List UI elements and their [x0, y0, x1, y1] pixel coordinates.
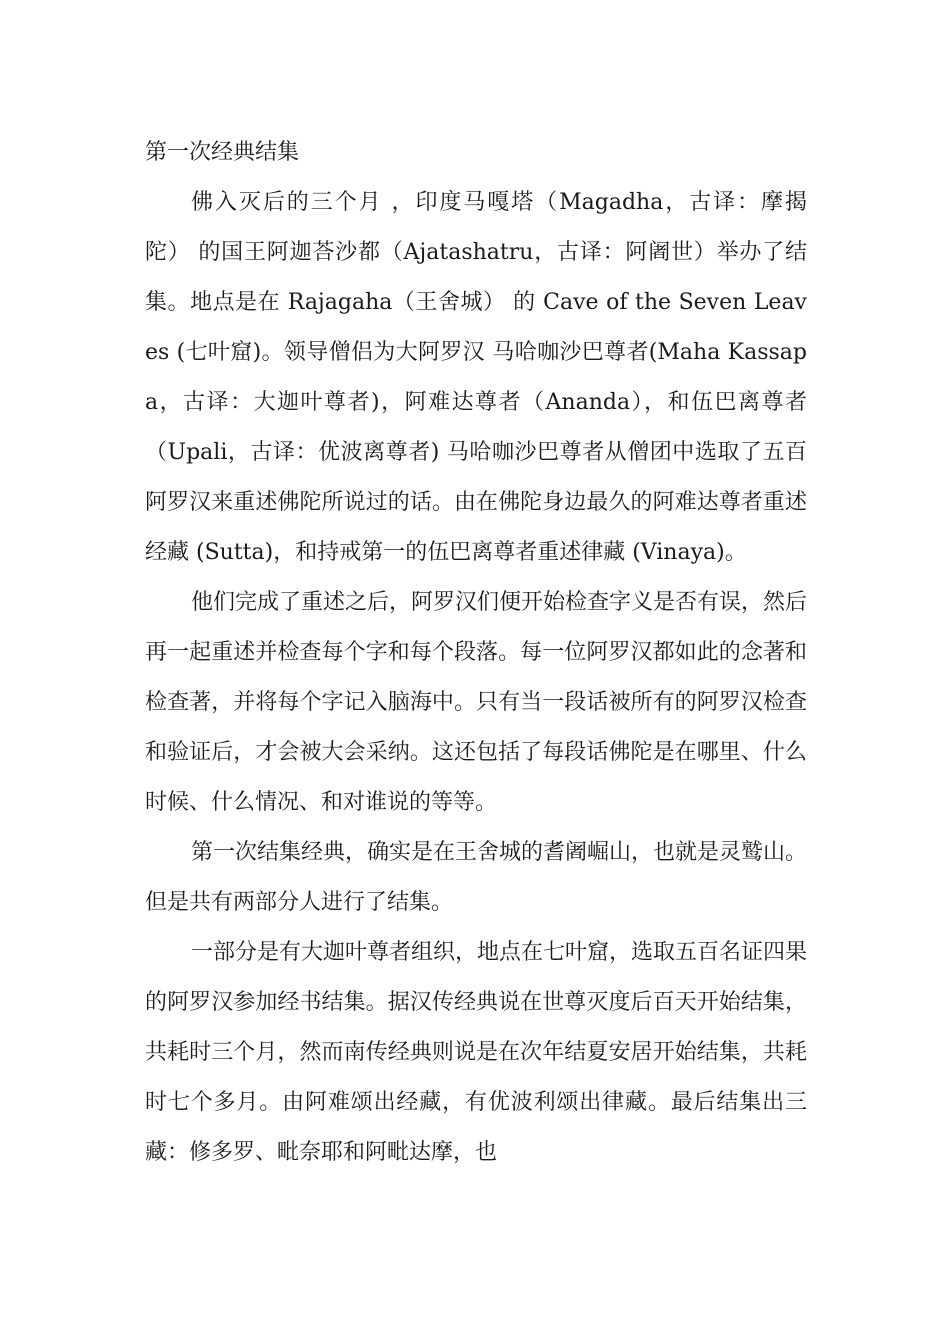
paragraph-seven-leaves-cave: 一部分是有大迦叶尊者组织，地点在七叶窟，选取五百名证四果的阿罗汉参加经书结集。据汉传经典说在世尊灭度后百天开始结集，共耗时三个月，然而南传经典则说是在次年结夏安居开始结集，共耗时七个多月。由阿难颂出经藏，有优波利颂出律藏。最后结集出三藏：修多罗、毗奈耶和阿毗达摩，也: [145, 940, 808, 1165]
paragraph-recitation-verification: 他们完成了重述之后，阿罗汉们便开始检查字义是否有误，然后再一起重述并检查每个字和每个段落。每一位阿罗汉都如此的念著和检查著，并将每个字记入脑海中。只有当一段话被所有的阿罗汉检查和验证后，才会被大会采纳。这还包括了每段话佛陀是在哪里、什么时候、什么情况、和对谁说的等等。: [145, 590, 808, 815]
paragraph-first-council-overview: 佛入灭后的三个月 ，印度马嘎塔（Magadha，古译：摩揭陀） 的国王阿迦荅沙都（Ajatashatru，古译：阿阇世）举办了结集。地点是在 Rajagaha（王舍城） 的 Cave of the Seven Leaves (七叶窟)。领导僧侣为大阿罗汉 马哈咖沙巴尊者(Maha Kassapa，古译：大迦叶尊者)，阿难达尊者（Ananda），和伍巴离尊者（Upali，古译：优波离尊者) 马哈咖沙巴尊者从僧团中选取了五百阿罗汉来重述佛陀所说过的话。由在佛陀身边最久的阿难达尊者重述经藏 (Sutta)，和持戒第一的伍巴离尊者重述律藏 (Vinaya)。: [145, 190, 807, 565]
document-body: [145, 128, 807, 1178]
paragraph-vulture-peak: 第一次结集经典，确实是在王舍城的耆阇崛山，也就是灵鹫山。但是共有两部分人进行了结集。: [145, 840, 808, 915]
document-title: 第一次经典结集: [145, 140, 300, 165]
